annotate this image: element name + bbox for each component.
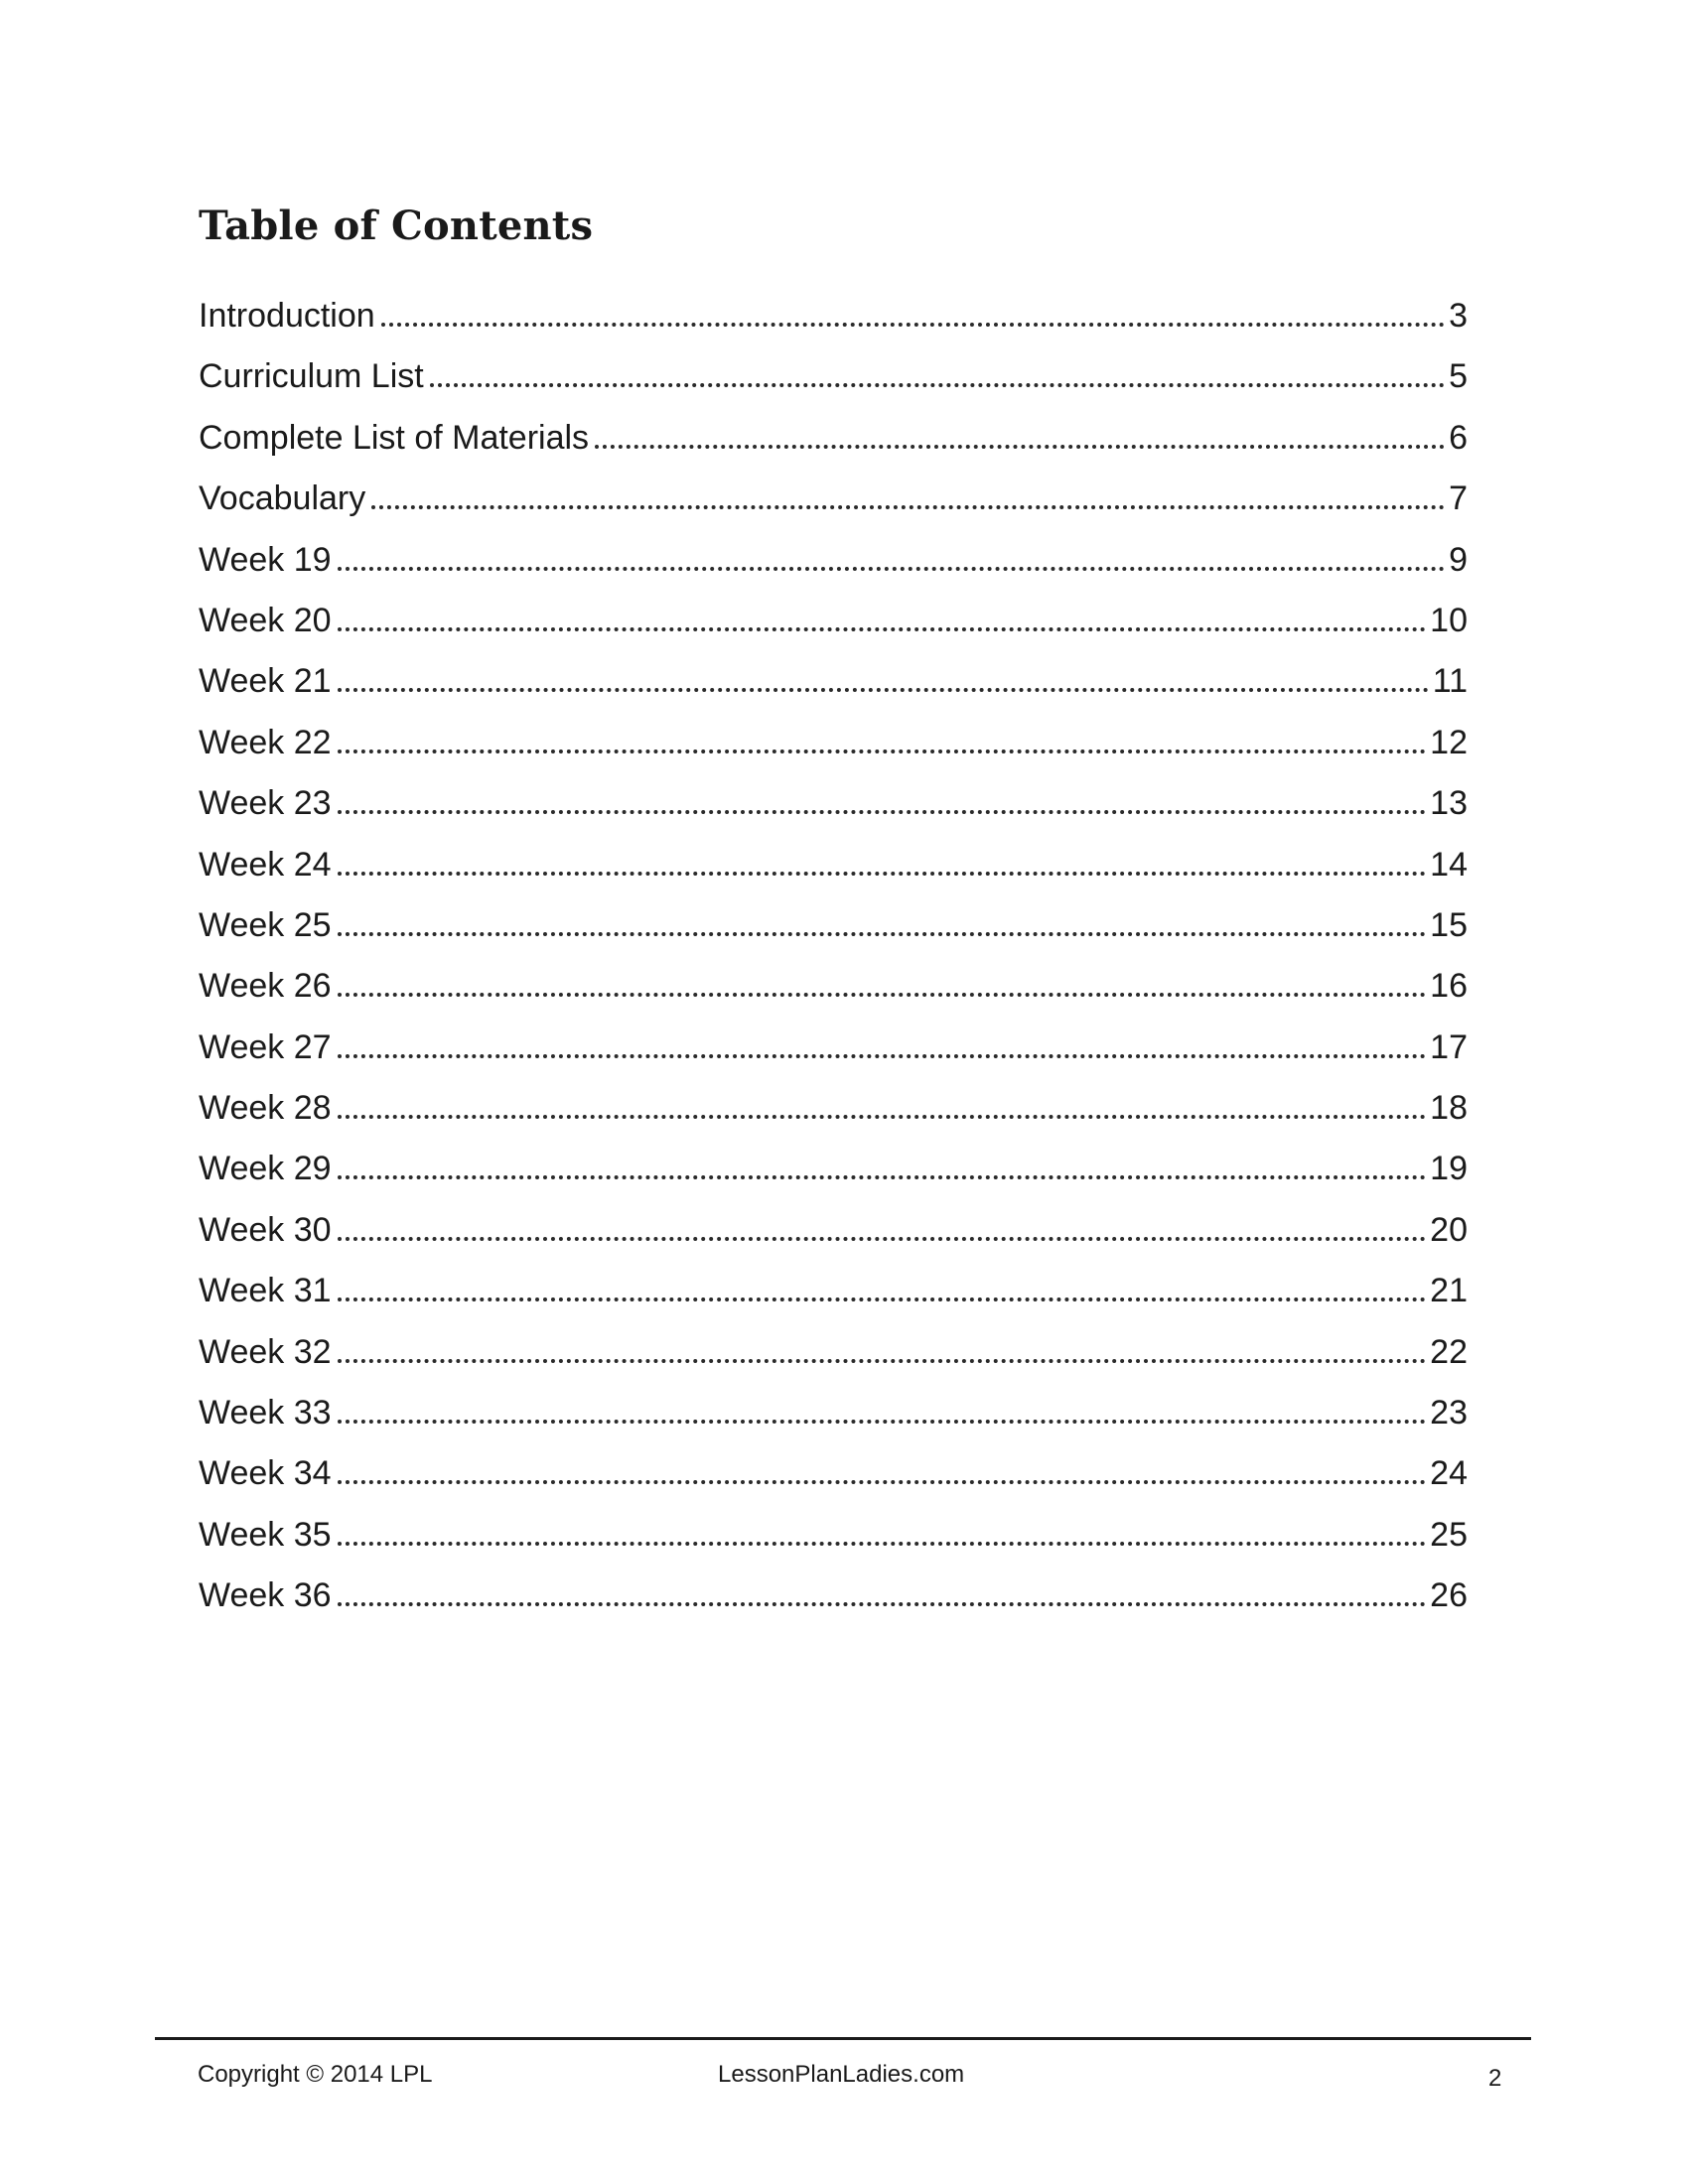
toc-entry-page: 10 [1430, 601, 1468, 639]
dot-leader [338, 1480, 1427, 1484]
footer-site-name: LessonPlanLadies.com [718, 2061, 965, 2088]
toc-entry-page: 25 [1430, 1515, 1468, 1554]
toc-entry[interactable] [199, 1322, 1468, 1383]
dot-leader [338, 1297, 1427, 1301]
toc-entry-label: Week 31 [199, 1272, 332, 1310]
toc-entry-page: 13 [1430, 784, 1468, 823]
dot-leader [338, 932, 1427, 936]
toc-entry-page: 12 [1430, 723, 1468, 761]
dot-leader [595, 445, 1445, 449]
dot-leader [338, 750, 1427, 753]
toc-list [199, 286, 1468, 1627]
toc-entry-label: Week 25 [199, 905, 332, 944]
toc-entry-label: Curriculum List [199, 357, 424, 396]
toc-entry[interactable] [199, 713, 1468, 773]
toc-entry-page: 11 [1432, 662, 1468, 701]
dot-leader [338, 1542, 1427, 1546]
toc-entry-page: 24 [1430, 1454, 1468, 1493]
toc-entry[interactable] [199, 1566, 1468, 1626]
dot-leader [338, 1237, 1427, 1241]
toc-entry-page: 21 [1430, 1272, 1468, 1310]
toc-entry[interactable] [199, 286, 1468, 346]
footer-page-number: 2 [1488, 2065, 1502, 2092]
toc-entry-page: 16 [1430, 967, 1468, 1006]
toc-entry[interactable] [199, 1018, 1468, 1078]
toc-entry-page: 26 [1430, 1576, 1468, 1615]
toc-entry-page: 19 [1430, 1150, 1468, 1188]
toc-entry-page: 6 [1449, 418, 1468, 457]
toc-entry[interactable] [199, 651, 1468, 712]
toc-entry[interactable] [199, 530, 1468, 591]
page-title: Table of Contents [199, 203, 594, 249]
toc-entry-page: 23 [1430, 1394, 1468, 1433]
toc-entry-label: Week 23 [199, 784, 332, 823]
toc-entry-label: Week 19 [199, 540, 332, 579]
dot-leader [338, 1115, 1427, 1119]
dot-leader [381, 323, 1445, 327]
toc-entry[interactable] [199, 1383, 1468, 1443]
dot-leader [430, 383, 1445, 387]
dot-leader [338, 567, 1446, 571]
toc-entry[interactable] [199, 1139, 1468, 1199]
toc-entry[interactable] [199, 408, 1468, 469]
toc-entry[interactable] [199, 469, 1468, 529]
toc-entry-page: 17 [1430, 1027, 1468, 1066]
dot-leader [371, 505, 1445, 509]
toc-entry-label: Week 21 [199, 662, 332, 701]
toc-entry-label: Week 35 [199, 1515, 332, 1554]
dot-leader [338, 1420, 1427, 1424]
dot-leader [338, 810, 1427, 814]
dot-leader [338, 1359, 1427, 1363]
toc-entry-label: Complete List of Materials [199, 418, 590, 457]
toc-entry[interactable] [199, 835, 1468, 895]
toc-entry-page: 15 [1430, 905, 1468, 944]
toc-entry-label: Week 29 [199, 1150, 332, 1188]
toc-entry-label: Week 26 [199, 967, 332, 1006]
toc-entry-label: Week 30 [199, 1210, 332, 1249]
toc-entry-label: Week 24 [199, 845, 332, 884]
toc-entry-label: Vocabulary [199, 479, 366, 518]
toc-entry[interactable] [199, 956, 1468, 1017]
dot-leader [338, 1054, 1427, 1058]
toc-entry[interactable] [199, 1261, 1468, 1321]
toc-entry-page: 18 [1430, 1089, 1468, 1128]
toc-entry-page: 5 [1449, 357, 1468, 396]
dot-leader [338, 993, 1427, 997]
toc-entry-page: 7 [1449, 479, 1468, 518]
toc-entry-page: 3 [1449, 297, 1468, 335]
toc-entry-label: Week 33 [199, 1394, 332, 1433]
dot-leader [338, 1602, 1427, 1606]
toc-entry-page: 14 [1430, 845, 1468, 884]
toc-entry[interactable] [199, 1505, 1468, 1566]
footer-copyright: Copyright © 2014 LPL [198, 2061, 433, 2088]
toc-entry-label: Introduction [199, 297, 375, 335]
dot-leader [338, 627, 1427, 631]
toc-entry-page: 20 [1430, 1210, 1468, 1249]
toc-entry-label: Week 28 [199, 1089, 332, 1128]
dot-leader [338, 688, 1429, 692]
footer-divider [155, 2037, 1531, 2040]
toc-entry[interactable] [199, 1443, 1468, 1504]
toc-entry[interactable] [199, 1078, 1468, 1139]
toc-entry[interactable] [199, 346, 1468, 407]
toc-entry-label: Week 20 [199, 601, 332, 639]
toc-entry[interactable] [199, 773, 1468, 834]
toc-entry-label: Week 22 [199, 723, 332, 761]
toc-entry[interactable] [199, 895, 1468, 956]
toc-entry-label: Week 27 [199, 1027, 332, 1066]
toc-entry-label: Week 32 [199, 1332, 332, 1371]
toc-entry[interactable] [199, 1200, 1468, 1261]
toc-entry-page: 9 [1449, 540, 1468, 579]
toc-entry-label: Week 36 [199, 1576, 332, 1615]
toc-entry-label: Week 34 [199, 1454, 332, 1493]
dot-leader [338, 1175, 1427, 1179]
toc-entry-page: 22 [1430, 1332, 1468, 1371]
toc-entry[interactable] [199, 591, 1468, 651]
dot-leader [338, 872, 1427, 876]
